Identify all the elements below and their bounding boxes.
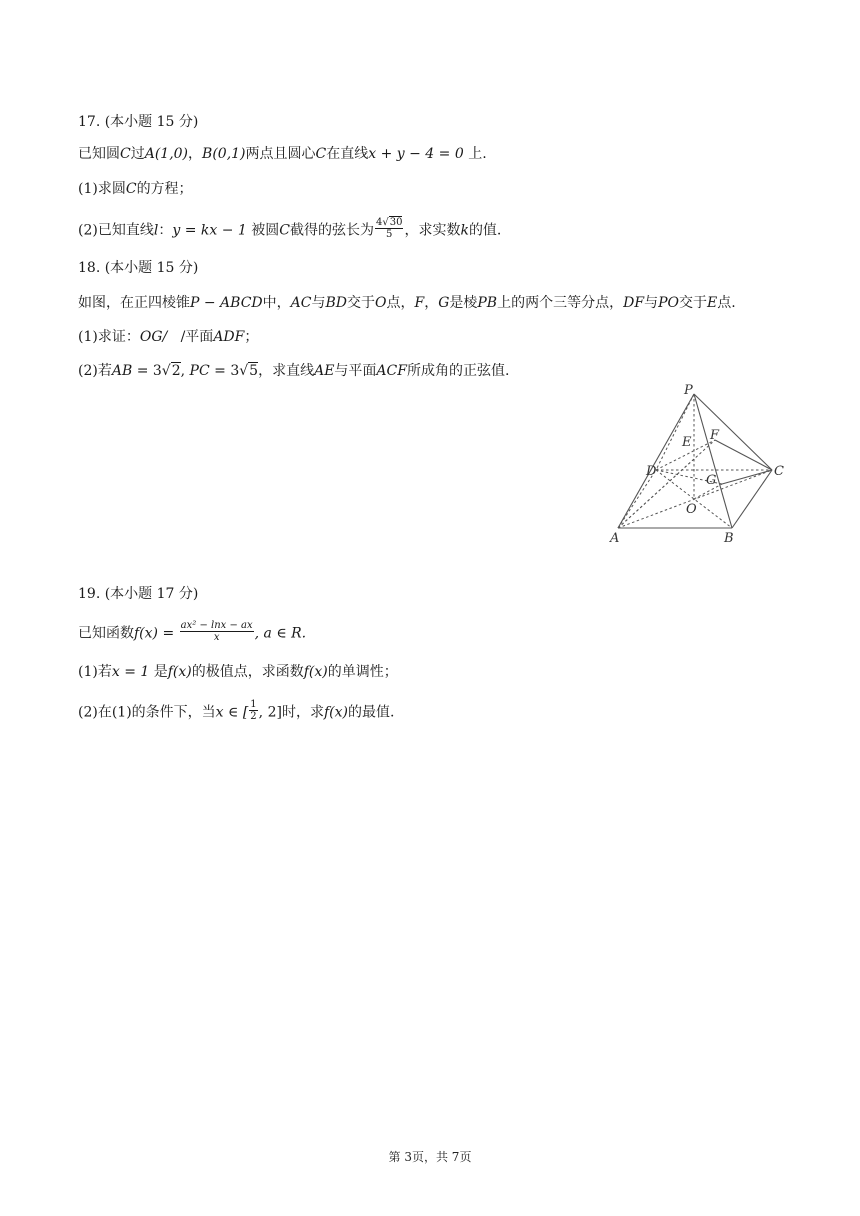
page-footer: 第 3页，共 7页 bbox=[388, 1150, 472, 1164]
edge-BC bbox=[732, 470, 772, 528]
edge-FC bbox=[715, 440, 772, 470]
q18-header: 18. (本小题 15 分) bbox=[78, 260, 199, 276]
edge-PB bbox=[694, 394, 732, 528]
edge-GC bbox=[722, 470, 772, 484]
q17-stem: 已知圆C过A(1,0)，B(0,1)两点且圆心C在直线x + y − 4 = 0 上. bbox=[78, 146, 487, 162]
label-F: F bbox=[710, 428, 720, 443]
q19-stem: 已知函数f(x) = $\frac{\text{ax² − lnx − ax}}{x}$ , a ∈ R. bbox=[78, 620, 307, 643]
q18-part2: (2)若AB = 3√2, PC = 3√5，求直线AE与平面ACF所成角的正弦值. bbox=[78, 363, 510, 379]
q19-part2: (2)在(1)的条件下，当x ∈ [ $\frac{1}{2}$ , 2]时，求f(x)的最值. bbox=[78, 699, 395, 722]
label-O: O bbox=[686, 502, 697, 517]
q17-part1: (1)求圆C的方程； bbox=[78, 181, 193, 197]
q19-part1: (1)若x = 1 是f(x)的极值点，求函数f(x)的单调性； bbox=[78, 664, 398, 680]
label-P: P bbox=[684, 383, 693, 398]
edge-PC bbox=[694, 394, 772, 470]
edge-PA bbox=[618, 394, 694, 528]
q19-header: 19. (本小题 17 分) bbox=[78, 586, 199, 602]
q18-part1: (1)求证：OG/ /平面ADF； bbox=[78, 329, 259, 345]
pyramid-figure bbox=[604, 380, 804, 550]
label-C: C bbox=[774, 464, 784, 479]
half-fraction: $\frac{1}{2}$ bbox=[250, 699, 257, 722]
label-G: G bbox=[706, 473, 717, 488]
edge-PD bbox=[656, 394, 694, 470]
pyramid-diagram bbox=[604, 380, 804, 550]
q17-header: 17. (本小题 15 分) bbox=[78, 114, 199, 130]
q17-part2: (2)已知直线l：y = kx − 1 被圆C截得的弦长为 $\frac{4√30}{5}$ ，求实数k的值. bbox=[78, 217, 502, 240]
function-fraction: $\frac{\text{ax² − lnx − ax}}{x}$ bbox=[180, 620, 253, 643]
label-E: E bbox=[682, 435, 692, 450]
label-A: A bbox=[610, 531, 620, 546]
label-B: B bbox=[724, 531, 734, 546]
q18-stem: 如图，在正四棱锥P − ABCD中，AC与BD交于O点，F，G是棱PB上的两个三等分点，DF与PO交于E点. bbox=[78, 295, 736, 311]
label-D: D bbox=[646, 464, 657, 479]
chord-length-fraction: $\frac{4√30}{5}$ bbox=[375, 217, 403, 240]
